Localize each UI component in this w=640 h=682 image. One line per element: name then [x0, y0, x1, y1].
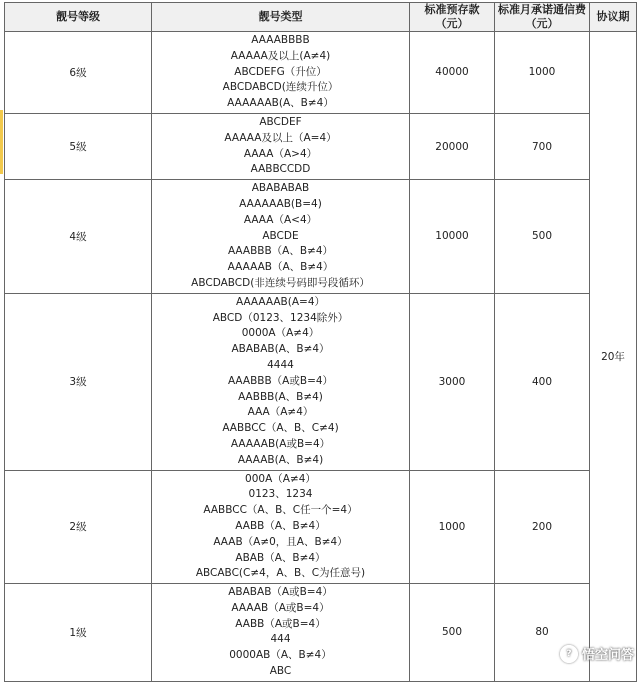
- number-pattern: ABCDABCD(连续升位）: [222, 81, 339, 94]
- number-type-cell: [152, 470, 410, 584]
- deposit-cell: 20000: [410, 113, 495, 179]
- table-header-row: [5, 3, 637, 32]
- number-pattern: AAABBB（A、B≠4）: [227, 245, 334, 258]
- number-pattern: ABCD（0123、1234除外）: [212, 311, 349, 324]
- number-pattern: AAAAB（A或B=4）: [231, 601, 330, 614]
- monthly-fee-cell: 500: [495, 180, 590, 294]
- number-pattern: AAAAAAB(B=4): [239, 197, 322, 210]
- header-type: 靓号类型: [152, 3, 410, 32]
- number-pattern: ABABAB(A、B≠4）: [231, 343, 330, 356]
- number-pattern: 0000A（A≠4）: [241, 327, 320, 340]
- number-pattern: AAAAA及以上（A=4）: [224, 131, 337, 144]
- agreement-period-cell: 20年: [590, 32, 637, 682]
- left-accent-bar: [0, 110, 3, 174]
- number-pattern: ABCDABCD(非连续号码即号段循环）: [191, 276, 370, 289]
- number-pattern: AABB（A、B≠4）: [235, 519, 326, 532]
- watermark: [560, 644, 634, 663]
- number-pattern: 000A（A≠4）: [245, 472, 316, 485]
- deposit-cell: 1000: [410, 470, 495, 584]
- number-pattern: ABC: [269, 665, 292, 678]
- grade-level-cell: 5级: [5, 113, 152, 179]
- grade-level-cell: 4级: [5, 180, 152, 294]
- number-pattern: 0123、1234: [248, 488, 313, 501]
- number-pattern: ABCDEFG（升位）: [234, 65, 327, 78]
- number-pattern: ABAB（A、B≠4）: [235, 551, 326, 564]
- header-level: 靓号等级: [5, 3, 152, 32]
- number-pattern: AAAAAAB(A、B≠4）: [227, 97, 334, 110]
- number-pattern: AAAA（A<4）: [243, 213, 318, 226]
- monthly-fee-cell: 200: [495, 470, 590, 584]
- table-row: [5, 470, 637, 584]
- deposit-cell: 3000: [410, 293, 495, 470]
- number-pattern: 4444: [267, 358, 294, 371]
- number-pattern: AAABBB（A或B=4）: [227, 374, 334, 387]
- number-pattern: AAAAAAB(A=4）: [235, 295, 326, 308]
- number-pattern: AAAABBBB: [251, 34, 310, 46]
- monthly-fee-cell: 700: [495, 113, 590, 179]
- number-pattern: ABCDEF: [259, 115, 302, 128]
- grade-level-cell: 2级: [5, 470, 152, 584]
- number-pattern: AABBCCDD: [250, 163, 311, 176]
- table-row: [5, 32, 637, 114]
- table-row: [5, 113, 637, 179]
- number-pattern: 0000AB（A、B≠4）: [229, 649, 332, 662]
- number-pattern: AABBB(A、B≠4): [238, 390, 323, 403]
- number-pattern: AABBCC（A、B、C任一个=4）: [203, 504, 358, 517]
- number-type-cell: [152, 180, 410, 294]
- number-type-cell: [152, 293, 410, 470]
- number-pattern: AAAAAB（A、B≠4）: [227, 261, 334, 274]
- number-pattern: AAA（A≠4）: [247, 406, 314, 419]
- number-pattern: AABB（A或B=4）: [235, 617, 326, 630]
- table-row: [5, 293, 637, 470]
- number-pattern: 444: [270, 633, 291, 646]
- deposit-cell: 500: [410, 584, 495, 682]
- number-pattern: ABABAB（A或B=4）: [228, 586, 333, 599]
- header-period: 协议期: [590, 3, 637, 32]
- deposit-cell: 40000: [410, 32, 495, 114]
- grade-level-cell: 3级: [5, 293, 152, 470]
- number-pattern: ABABABAB: [251, 182, 310, 195]
- deposit-cell: 10000: [410, 180, 495, 294]
- table-row: [5, 180, 637, 294]
- number-grade-table: [4, 2, 637, 682]
- number-pattern: ABCABC(C≠4，A、B、C为任意号): [195, 567, 366, 580]
- number-type-cell: [152, 113, 410, 179]
- header-deposit: 标准预存款 （元）: [410, 3, 495, 32]
- number-type-cell: [152, 32, 410, 114]
- number-pattern: AAAAA及以上(A≠4): [230, 49, 331, 62]
- number-pattern: AAAAAB(A或B=4）: [230, 437, 331, 450]
- grade-level-cell: 1级: [5, 584, 152, 682]
- number-pattern: AAAAB(A、B≠4): [237, 453, 324, 466]
- monthly-fee-cell: 80: [495, 584, 590, 682]
- watermark-text: 悟空问答: [581, 648, 634, 663]
- header-monthly: 标准月承诺通信费 （元）: [495, 3, 590, 32]
- number-pattern: AAAA（A>4）: [243, 147, 318, 160]
- number-pattern: ABCDE: [262, 229, 299, 242]
- monthly-fee-cell: 400: [495, 293, 590, 470]
- number-pattern: AAAB（A≠0，且A、B≠4）: [213, 535, 348, 548]
- grade-level-cell: 6级: [5, 32, 152, 114]
- number-pattern: AABBCC（A、B、C≠4): [222, 422, 339, 435]
- monthly-fee-cell: 1000: [495, 32, 590, 114]
- wukong-logo-icon: ?: [560, 645, 578, 663]
